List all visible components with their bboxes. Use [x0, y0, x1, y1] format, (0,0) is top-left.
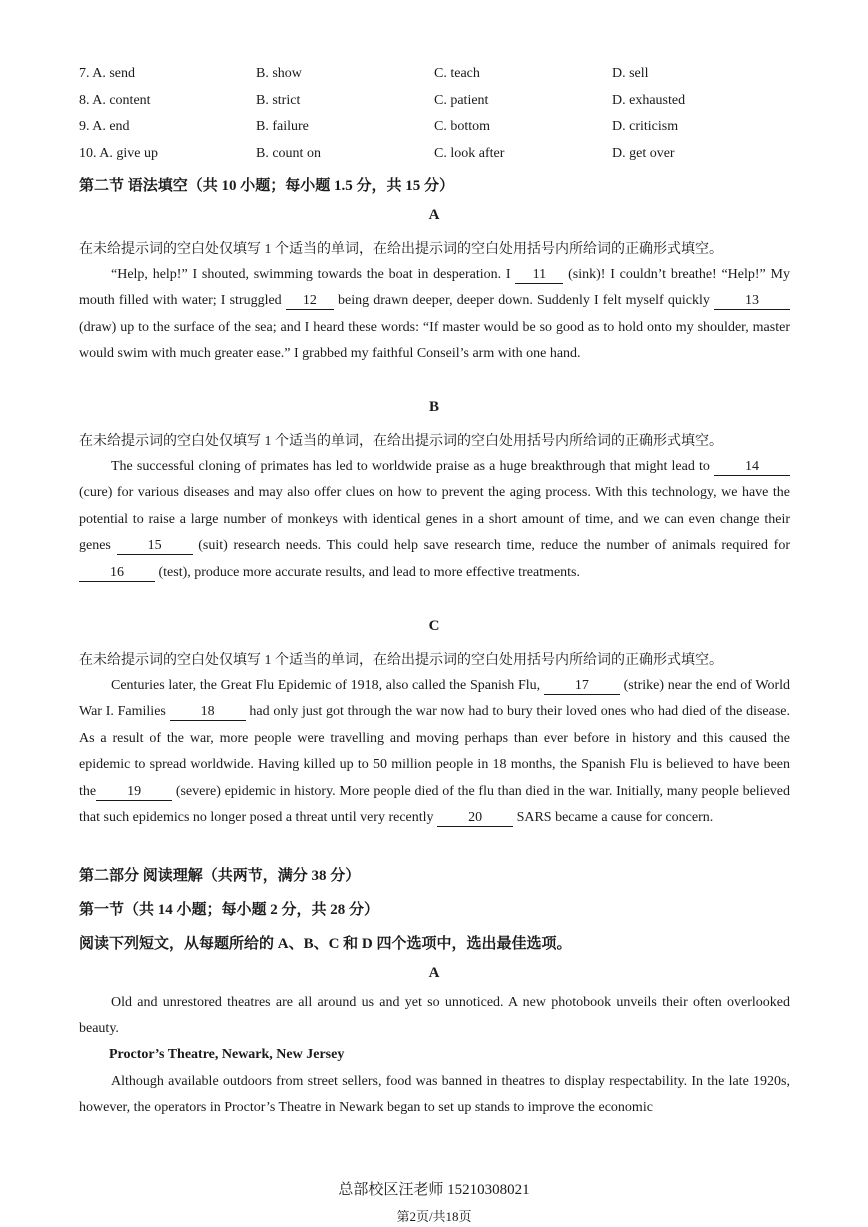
blank-15: 15 — [117, 538, 193, 555]
passage-c-text-5: SARS became a cause for concern. — [513, 810, 714, 826]
passage-a-text-2: (sink)! I couldn’t breathe! “Help!” My mouth filled with water; I struggled — [79, 267, 790, 309]
footer-contact: 总部校区汪老师 15210308021 — [338, 1182, 530, 1198]
option-10c: C. look after — [434, 146, 505, 161]
passage-b-text — [79, 454, 790, 586]
option-9a: 9. A. end — [79, 119, 130, 134]
options-row-8 — [79, 93, 799, 113]
reading-a-body: Although available outdoors from street sellers, food was banned in theatres to display respectability. In the late 1920s, however, the operators in Proctor’s Theatre in Newark began to set up stands to improve the economic — [79, 1074, 790, 1116]
option-8b: B. strict — [256, 93, 301, 108]
blank-16: 16 — [79, 565, 155, 582]
blank-20: 20 — [437, 810, 513, 827]
blank-12: 12 — [286, 293, 334, 310]
passage-b-letter: B — [428, 399, 439, 415]
blank-19: 19 — [96, 784, 172, 801]
passage-a-text-3: being drawn deeper, deeper down. Suddenly I felt myself quickly — [333, 293, 714, 309]
passage-c-text — [79, 673, 790, 831]
blank-14: 14 — [714, 459, 790, 476]
passage-b-text-1: The successful cloning of primates has led to worldwide praise as a huge breakthrough that might lead to — [111, 459, 714, 474]
page-number: 第2页/共18页 — [396, 1209, 472, 1224]
option-8d: D. exhausted — [612, 93, 686, 108]
blank-13: 13 — [714, 293, 790, 310]
passage-c-text-3: had only just got through the war now had to bury their loved ones who had died of the disease. As a result of the war, more people were travelling and moving perhaps than ever before in history and this caused the epidemic to spread worldwide. Having killed up to 50 million people in 18 months, the Spanish Flu is believed to have been the — [79, 704, 791, 799]
option-10d: D. get over — [612, 146, 675, 161]
passage-b-instruction: 在未给提示词的空白处仅填写 1 个适当的单词，在给出提示词的空白处用括号内所给词的正确形式填空。 — [79, 434, 723, 449]
option-8c: C. patient — [434, 93, 489, 108]
passage-b-text-3: (suit) research needs. This could help save research time, reduce the number of animals required for — [192, 538, 790, 554]
passage-a-text-1: “Help, help!” I shouted, swimming towards the boat in desperation. I — [111, 267, 516, 282]
blank-18: 18 — [170, 704, 246, 721]
passage-c-text-1: Centuries later, the Great Flu Epidemic of 1918, also called the Spanish Flu, — [111, 678, 544, 693]
option-9d: D. criticism — [612, 119, 679, 134]
reading-a-letter: A — [428, 965, 440, 981]
reading-a-subtitle: Proctor’s Theatre, Newark, New Jersey — [109, 1047, 345, 1062]
reading-a-intro: Old and unrestored theatres are all around us and yet so unnoticed. A new photobook unveils their often overlooked beauty. — [79, 995, 790, 1037]
blank-17: 17 — [544, 678, 620, 695]
option-7b: B. show — [256, 66, 302, 81]
option-7c: C. teach — [434, 66, 480, 81]
reading-instruction: 阅读下列短文，从每题所给的 A、B、C 和 D 四个选项中，选出最佳选项。 — [79, 936, 572, 952]
blank-11: 11 — [515, 267, 563, 284]
section2-heading: 第二节 语法填空（共 10 小题；每小题 1.5 分，共 15 分） — [79, 178, 455, 194]
option-7d: D. sell — [612, 66, 649, 81]
passage-c-letter: C — [428, 618, 440, 634]
options-row-7 — [79, 66, 799, 86]
part2-heading: 第二部分 阅读理解（共两节，满分 38 分） — [79, 868, 361, 884]
option-10b: B. count on — [256, 146, 321, 161]
passage-a-instruction: 在未给提示词的空白处仅填写 1 个适当的单词，在给出提示词的空白处用括号内所给词的正确形式填空。 — [79, 242, 723, 257]
option-10a: 10. A. give up — [79, 146, 158, 161]
option-7a: 7. A. send — [79, 66, 135, 81]
passage-a-text — [79, 262, 790, 368]
passage-a-text-4: (draw) up to the surface of the sea; and I heard these words: “If master would be so good as to hold onto my shoulder, master would swim with much greater ease.” I grabbed my faithful Conseil’s arm with one hand. — [79, 319, 790, 362]
section1-heading: 第一节（共 14 小题；每小题 2 分，共 28 分） — [79, 902, 380, 918]
option-8a: 8. A. content — [79, 93, 151, 108]
option-9b: B. failure — [256, 119, 309, 134]
options-row-10 — [79, 146, 799, 166]
passage-a-letter: A — [428, 207, 440, 223]
passage-c-text-4: (severe) epidemic in history. More people died of the flu than died in the war. Initially, many people believed that such epidemics no longer posed a threat until very recently — [79, 783, 790, 826]
passage-c-instruction: 在未给提示词的空白处仅填写 1 个适当的单词，在给出提示词的空白处用括号内所给词的正确形式填空。 — [79, 653, 723, 668]
options-row-9 — [79, 119, 799, 139]
passage-b-text-4: (test), produce more accurate results, and lead to more effective treatments. — [155, 564, 580, 580]
passage-c-text-2: (strike) near the end of World War I. Families — [79, 678, 791, 720]
option-9c: C. bottom — [434, 119, 491, 134]
passage-b-text-2: (cure) for various diseases and may also offer clues on how to prevent the aging process. With this technology, we have the potential to raise a large number of monkeys with identical genes in a short amount of time, and we can even change their genes — [79, 485, 790, 554]
